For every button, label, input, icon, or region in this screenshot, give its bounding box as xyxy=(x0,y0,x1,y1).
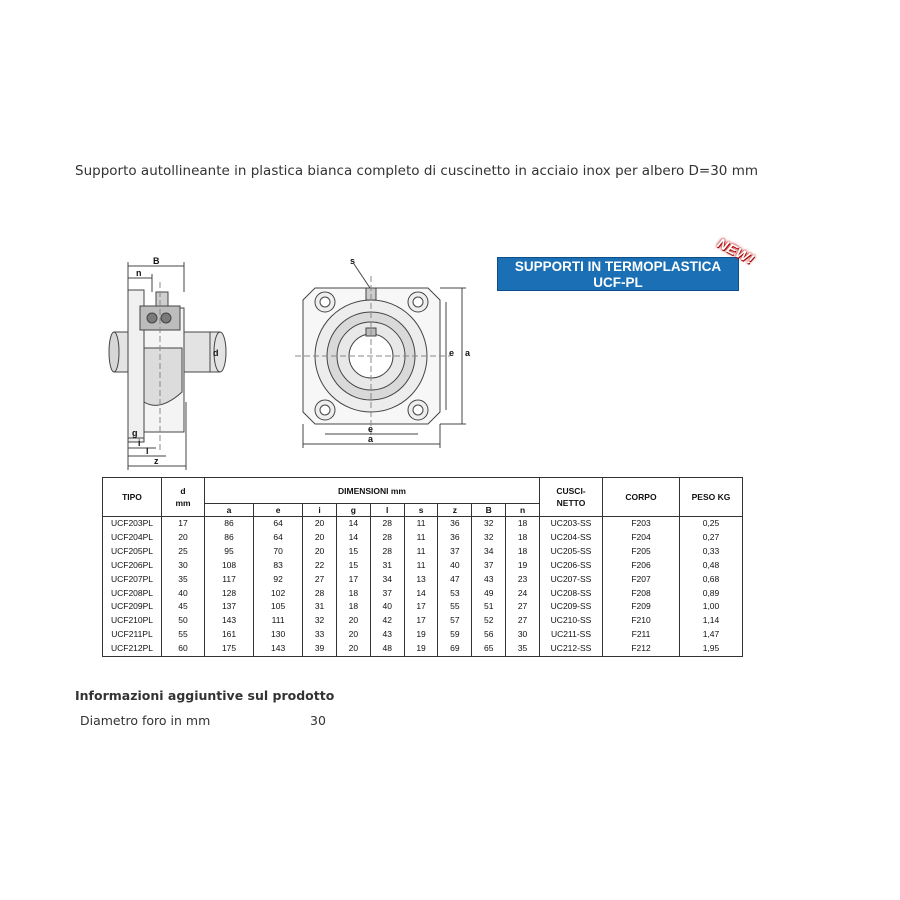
banner-title: SUPPORTI IN TERMOPLASTICA xyxy=(514,259,722,274)
table-cell: UCF204PL xyxy=(103,531,162,545)
table-cell: UCF203PL xyxy=(103,517,162,531)
table-cell: 86 xyxy=(205,531,254,545)
table-cell: 35 xyxy=(162,573,205,587)
table-cell: 37 xyxy=(472,559,506,573)
table-cell: 17 xyxy=(336,573,370,587)
table-cell: UC205-SS xyxy=(540,545,603,559)
table-row xyxy=(103,573,743,587)
dim-label-s: s xyxy=(350,256,356,266)
table-cell: UC208-SS xyxy=(540,587,603,601)
table-row xyxy=(103,600,743,614)
table-cell: 32 xyxy=(472,531,506,545)
table-cell: 18 xyxy=(506,545,540,559)
header-tipo: TIPO xyxy=(103,478,162,517)
table-cell: 117 xyxy=(205,573,254,587)
table-cell: 19 xyxy=(404,628,438,642)
table-cell: 23 xyxy=(506,573,540,587)
specifications-table xyxy=(102,477,743,657)
table-cell: 37 xyxy=(438,545,472,559)
table-cell: 20 xyxy=(303,517,337,531)
table-cell: UCF207PL xyxy=(103,573,162,587)
table-cell: 55 xyxy=(438,600,472,614)
table-cell: 34 xyxy=(472,545,506,559)
table-cell: 55 xyxy=(162,628,205,642)
table-cell: 69 xyxy=(438,642,472,656)
table-cell: 52 xyxy=(472,614,506,628)
table-cell: 28 xyxy=(370,531,404,545)
table-cell: 40 xyxy=(162,587,205,601)
table-cell: 65 xyxy=(472,642,506,656)
table-cell: F205 xyxy=(603,545,680,559)
table-cell: 27 xyxy=(506,600,540,614)
table-cell: 18 xyxy=(506,517,540,531)
table-cell: 40 xyxy=(370,600,404,614)
table-cell: 39 xyxy=(303,642,337,656)
header-dim-i: i xyxy=(303,504,337,517)
front-view-drawing xyxy=(295,264,466,448)
table-cell: UC206-SS xyxy=(540,559,603,573)
table-cell: 43 xyxy=(472,573,506,587)
table-cell: 83 xyxy=(254,559,303,573)
table-cell: 143 xyxy=(254,642,303,656)
table-row xyxy=(103,642,743,656)
table-cell: UCF206PL xyxy=(103,559,162,573)
table-cell: 34 xyxy=(370,573,404,587)
table-cell: 18 xyxy=(336,587,370,601)
table-row xyxy=(103,517,743,531)
table-cell: 13 xyxy=(404,573,438,587)
dim-label-l: l xyxy=(146,446,149,456)
table-cell: 59 xyxy=(438,628,472,642)
header-dimensioni: DIMENSIONI mm xyxy=(205,478,540,504)
table-cell: 11 xyxy=(404,559,438,573)
dim-label-z: z xyxy=(154,456,159,466)
table-cell: 0,48 xyxy=(680,559,743,573)
table-row xyxy=(103,559,743,573)
table-cell: F204 xyxy=(603,531,680,545)
table-cell: 11 xyxy=(404,545,438,559)
new-badge: NEW! xyxy=(714,234,758,268)
table-cell: 25 xyxy=(162,545,205,559)
dim-label-i: i xyxy=(138,438,141,448)
table-cell: F206 xyxy=(603,559,680,573)
table-cell: 27 xyxy=(303,573,337,587)
table-cell: 14 xyxy=(336,517,370,531)
table-cell: 37 xyxy=(370,587,404,601)
table-cell: UC203-SS xyxy=(540,517,603,531)
dim-label-g: g xyxy=(132,428,138,438)
dim-label-n: n xyxy=(136,268,142,278)
info-label-bore-diameter: Diametro foro in mm xyxy=(80,713,211,728)
header-dim-a: a xyxy=(205,504,254,517)
info-value-bore-diameter: 30 xyxy=(310,713,326,728)
table-cell: 17 xyxy=(404,614,438,628)
header-dim-n: n xyxy=(506,504,540,517)
table-cell: 17 xyxy=(162,517,205,531)
dim-label-a-horizontal: a xyxy=(368,434,374,444)
table-cell: 161 xyxy=(205,628,254,642)
table-cell: 35 xyxy=(506,642,540,656)
table-cell: F209 xyxy=(603,600,680,614)
table-row xyxy=(103,531,743,545)
table-cell: 20 xyxy=(162,531,205,545)
table-cell: 43 xyxy=(370,628,404,642)
table-cell: 20 xyxy=(303,545,337,559)
header-dim-g: g xyxy=(336,504,370,517)
table-cell: 17 xyxy=(404,600,438,614)
table-cell: UC212-SS xyxy=(540,642,603,656)
table-cell: 15 xyxy=(336,559,370,573)
table-cell: 15 xyxy=(336,545,370,559)
table-cell: 0,68 xyxy=(680,573,743,587)
banner-subtitle: UCF-PL xyxy=(593,275,643,290)
table-row xyxy=(103,614,743,628)
table-cell: 33 xyxy=(303,628,337,642)
table-cell: 64 xyxy=(254,517,303,531)
table-cell: 49 xyxy=(472,587,506,601)
table-row xyxy=(103,545,743,559)
table-cell: 57 xyxy=(438,614,472,628)
header-dim-B: B xyxy=(472,504,506,517)
table-cell: 0,27 xyxy=(680,531,743,545)
table-cell: 108 xyxy=(205,559,254,573)
table-cell: 32 xyxy=(303,614,337,628)
header-dim-s: s xyxy=(404,504,438,517)
table-cell: 70 xyxy=(254,545,303,559)
table-cell: 36 xyxy=(438,517,472,531)
product-description: Supporto autollineante in plastica bianca completo di cuscinetto in acciaio inox per albero D=30 mm xyxy=(75,163,758,179)
table-cell: 92 xyxy=(254,573,303,587)
table-cell: 28 xyxy=(370,517,404,531)
dim-label-e-horizontal: e xyxy=(368,424,374,434)
table-row xyxy=(103,587,743,601)
dim-label-d: d xyxy=(213,348,219,358)
table-cell: 28 xyxy=(370,545,404,559)
table-cell: 0,89 xyxy=(680,587,743,601)
table-cell: 0,33 xyxy=(680,545,743,559)
header-d: d mm xyxy=(162,478,205,517)
dim-label-a-vertical: a xyxy=(465,348,471,358)
header-corpo: CORPO xyxy=(603,478,680,517)
table-cell: 1,47 xyxy=(680,628,743,642)
table-cell: 0,25 xyxy=(680,517,743,531)
header-dim-z: z xyxy=(438,504,472,517)
table-cell: 30 xyxy=(506,628,540,642)
table-cell: 14 xyxy=(336,531,370,545)
table-cell: 20 xyxy=(303,531,337,545)
table-cell: 11 xyxy=(404,531,438,545)
table-cell: 175 xyxy=(205,642,254,656)
table-cell: 1,95 xyxy=(680,642,743,656)
specifications-body xyxy=(103,517,743,657)
product-line-banner xyxy=(497,257,739,291)
table-cell: 128 xyxy=(205,587,254,601)
table-cell: 50 xyxy=(162,614,205,628)
side-view-drawing xyxy=(109,262,226,470)
table-cell: 31 xyxy=(370,559,404,573)
table-cell: 95 xyxy=(205,545,254,559)
table-cell: F208 xyxy=(603,587,680,601)
table-cell: 14 xyxy=(404,587,438,601)
table-cell: 20 xyxy=(336,614,370,628)
header-cuscinetto: CUSCI- NETTO xyxy=(540,478,603,517)
table-cell: UC204-SS xyxy=(540,531,603,545)
table-cell: 27 xyxy=(506,614,540,628)
table-cell: F210 xyxy=(603,614,680,628)
table-cell: UCF209PL xyxy=(103,600,162,614)
table-cell: 19 xyxy=(506,559,540,573)
table-cell: 36 xyxy=(438,531,472,545)
table-cell: 51 xyxy=(472,600,506,614)
table-cell: 20 xyxy=(336,642,370,656)
additional-info-title: Informazioni aggiuntive sul prodotto xyxy=(75,688,335,703)
table-cell: 42 xyxy=(370,614,404,628)
table-cell: 64 xyxy=(254,531,303,545)
table-cell: F207 xyxy=(603,573,680,587)
table-cell: 40 xyxy=(438,559,472,573)
table-cell: 20 xyxy=(336,628,370,642)
table-cell: 137 xyxy=(205,600,254,614)
table-cell: 22 xyxy=(303,559,337,573)
table-cell: F212 xyxy=(603,642,680,656)
table-cell: 45 xyxy=(162,600,205,614)
table-cell: UC210-SS xyxy=(540,614,603,628)
table-cell: UCF212PL xyxy=(103,642,162,656)
table-cell: UC207-SS xyxy=(540,573,603,587)
table-cell: 86 xyxy=(205,517,254,531)
table-cell: 1,00 xyxy=(680,600,743,614)
table-cell: UC211-SS xyxy=(540,628,603,642)
table-cell: 28 xyxy=(303,587,337,601)
table-cell: 1,14 xyxy=(680,614,743,628)
table-cell: 19 xyxy=(404,642,438,656)
header-dim-e: e xyxy=(254,504,303,517)
table-cell: UCF211PL xyxy=(103,628,162,642)
table-cell: 31 xyxy=(303,600,337,614)
table-row xyxy=(103,628,743,642)
table-cell: UC209-SS xyxy=(540,600,603,614)
table-cell: 56 xyxy=(472,628,506,642)
table-cell: 53 xyxy=(438,587,472,601)
table-cell: 30 xyxy=(162,559,205,573)
table-cell: 105 xyxy=(254,600,303,614)
table-cell: F203 xyxy=(603,517,680,531)
table-cell: 102 xyxy=(254,587,303,601)
dim-label-B: B xyxy=(153,256,160,266)
table-cell: 18 xyxy=(506,531,540,545)
table-cell: UCF208PL xyxy=(103,587,162,601)
table-cell: 143 xyxy=(205,614,254,628)
table-cell: 60 xyxy=(162,642,205,656)
table-cell: UCF210PL xyxy=(103,614,162,628)
table-cell: 47 xyxy=(438,573,472,587)
dim-label-e-vertical: e xyxy=(449,348,455,358)
table-cell: UCF205PL xyxy=(103,545,162,559)
header-peso: PESO KG xyxy=(680,478,743,517)
table-cell: 130 xyxy=(254,628,303,642)
table-cell: 32 xyxy=(472,517,506,531)
table-cell: 24 xyxy=(506,587,540,601)
table-cell: 18 xyxy=(336,600,370,614)
table-cell: F211 xyxy=(603,628,680,642)
table-cell: 111 xyxy=(254,614,303,628)
table-cell: 48 xyxy=(370,642,404,656)
technical-drawing xyxy=(100,252,480,474)
header-dim-l: l xyxy=(370,504,404,517)
table-cell: 11 xyxy=(404,517,438,531)
